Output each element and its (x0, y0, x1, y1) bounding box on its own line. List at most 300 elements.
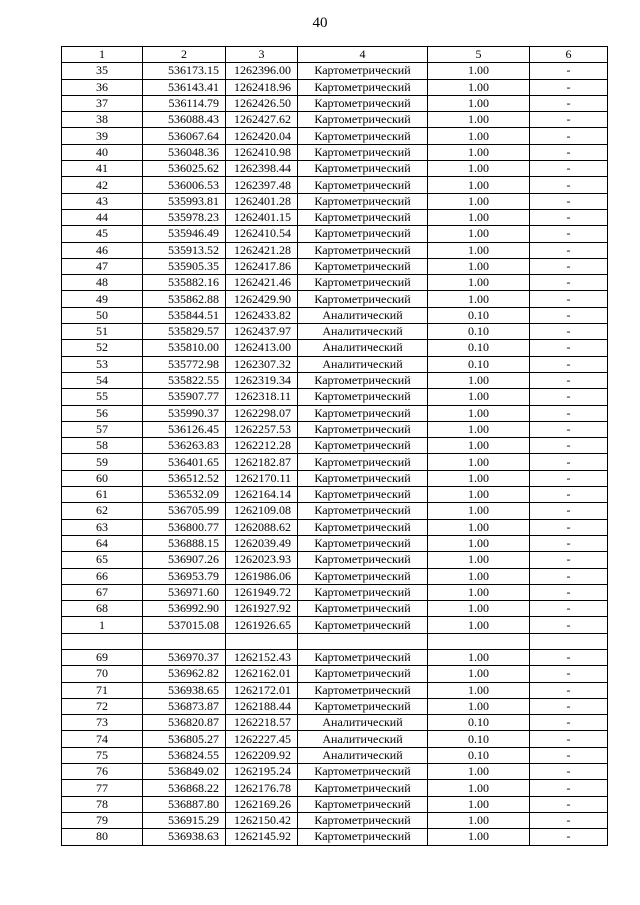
point-number-cell: 66 (62, 568, 143, 584)
note-cell: - (530, 454, 608, 470)
x-coordinate-cell: 536873.87 (143, 698, 226, 714)
x-coordinate-cell: 535946.49 (143, 226, 226, 242)
y-coordinate-cell: 1262182.87 (226, 454, 298, 470)
note-cell: - (530, 780, 608, 796)
accuracy-cell: 1.00 (428, 535, 530, 551)
point-number-cell: 37 (62, 95, 143, 111)
accuracy-cell: 0.10 (428, 747, 530, 763)
x-coordinate-cell: 535810.00 (143, 340, 226, 356)
x-coordinate-cell: 535829.57 (143, 324, 226, 340)
y-coordinate-cell: 1261986.06 (226, 568, 298, 584)
accuracy-cell: 1.00 (428, 519, 530, 535)
accuracy-cell: 1.00 (428, 568, 530, 584)
accuracy-cell: 1.00 (428, 128, 530, 144)
y-coordinate-cell: 1262420.04 (226, 128, 298, 144)
accuracy-cell: 1.00 (428, 796, 530, 812)
method-cell: Картометрический (298, 193, 428, 209)
table-row (62, 747, 608, 763)
note-cell: - (530, 796, 608, 812)
y-coordinate-cell: 1262426.50 (226, 95, 298, 111)
table-row (62, 112, 608, 128)
y-coordinate-cell: 1262023.93 (226, 552, 298, 568)
method-cell: Картометрический (298, 649, 428, 665)
method-cell: Картометрический (298, 389, 428, 405)
method-cell: Аналитический (298, 340, 428, 356)
table-row (62, 95, 608, 111)
column-header: 3 (226, 47, 298, 63)
method-cell: Аналитический (298, 747, 428, 763)
note-cell: - (530, 226, 608, 242)
note-cell: - (530, 177, 608, 193)
column-header: 6 (530, 47, 608, 63)
note-cell: - (530, 617, 608, 633)
y-coordinate-cell: 1262410.98 (226, 144, 298, 160)
accuracy-cell: 1.00 (428, 764, 530, 780)
x-coordinate-cell: 536971.60 (143, 584, 226, 600)
accuracy-cell: 1.00 (428, 682, 530, 698)
y-coordinate-cell: 1261926.65 (226, 617, 298, 633)
table-row (62, 715, 608, 731)
method-cell: Картометрический (298, 438, 428, 454)
accuracy-cell: 0.10 (428, 340, 530, 356)
table-row (62, 698, 608, 714)
accuracy-cell: 1.00 (428, 698, 530, 714)
table-row (62, 63, 608, 79)
table-row (62, 731, 608, 747)
x-coordinate-cell: 536143.41 (143, 79, 226, 95)
point-number-cell: 55 (62, 389, 143, 405)
accuracy-cell: 1.00 (428, 275, 530, 291)
note-cell: - (530, 552, 608, 568)
note-cell: - (530, 324, 608, 340)
table-row (62, 209, 608, 225)
point-number-cell: 56 (62, 405, 143, 421)
x-coordinate-cell: 536849.02 (143, 764, 226, 780)
table-row (62, 79, 608, 95)
table-row (62, 421, 608, 437)
y-coordinate-cell: 1262169.26 (226, 796, 298, 812)
x-coordinate-cell: 536824.55 (143, 747, 226, 763)
method-cell: Картометрический (298, 829, 428, 845)
note-cell: - (530, 812, 608, 828)
point-number-cell: 79 (62, 812, 143, 828)
point-number-cell: 1 (62, 617, 143, 633)
note-cell: - (530, 275, 608, 291)
x-coordinate-cell: 535990.37 (143, 405, 226, 421)
accuracy-cell: 1.00 (428, 405, 530, 421)
x-coordinate-cell: 536888.15 (143, 535, 226, 551)
table-row (62, 258, 608, 274)
table-row (62, 601, 608, 617)
accuracy-cell: 1.00 (428, 95, 530, 111)
table-row (62, 535, 608, 551)
y-coordinate-cell: 1262195.24 (226, 764, 298, 780)
y-coordinate-cell: 1262396.00 (226, 63, 298, 79)
y-coordinate-cell: 1262109.08 (226, 503, 298, 519)
x-coordinate-cell: 536088.43 (143, 112, 226, 128)
point-number-cell: 77 (62, 780, 143, 796)
method-cell: Картометрический (298, 226, 428, 242)
table-row (62, 584, 608, 600)
column-header: 1 (62, 47, 143, 63)
method-cell: Картометрический (298, 405, 428, 421)
note-cell: - (530, 747, 608, 763)
method-cell: Картометрический (298, 487, 428, 503)
table-row (62, 503, 608, 519)
accuracy-cell: 0.10 (428, 356, 530, 372)
note-cell: - (530, 829, 608, 845)
x-coordinate-cell: 536006.53 (143, 177, 226, 193)
note-cell: - (530, 601, 608, 617)
method-cell: Картометрический (298, 258, 428, 274)
table-row (62, 161, 608, 177)
x-coordinate-cell: 536048.36 (143, 144, 226, 160)
point-number-cell: 60 (62, 470, 143, 486)
x-coordinate-cell: 536067.64 (143, 128, 226, 144)
table-row (62, 796, 608, 812)
y-coordinate-cell: 1262145.92 (226, 829, 298, 845)
table-row (62, 389, 608, 405)
y-coordinate-cell: 1262417.86 (226, 258, 298, 274)
x-coordinate-cell: 535772.98 (143, 356, 226, 372)
x-coordinate-cell: 536401.65 (143, 454, 226, 470)
method-cell: Картометрический (298, 112, 428, 128)
point-number-cell: 58 (62, 438, 143, 454)
method-cell: Аналитический (298, 307, 428, 323)
method-cell: Аналитический (298, 324, 428, 340)
x-coordinate-cell: 535862.88 (143, 291, 226, 307)
accuracy-cell: 1.00 (428, 63, 530, 79)
point-number-cell: 63 (62, 519, 143, 535)
note-cell: - (530, 698, 608, 714)
page-number: 40 (312, 15, 328, 31)
accuracy-cell: 1.00 (428, 829, 530, 845)
method-cell: Картометрический (298, 79, 428, 95)
method-cell: Картометрический (298, 764, 428, 780)
note-cell: - (530, 764, 608, 780)
table-row (62, 226, 608, 242)
note-cell (530, 633, 608, 649)
x-coordinate-cell: 535913.52 (143, 242, 226, 258)
y-coordinate-cell: 1262209.92 (226, 747, 298, 763)
x-coordinate-cell: 535882.16 (143, 275, 226, 291)
table-row (62, 764, 608, 780)
method-cell: Картометрический (298, 568, 428, 584)
note-cell: - (530, 372, 608, 388)
x-coordinate-cell: 536820.87 (143, 715, 226, 731)
x-coordinate-cell: 535822.55 (143, 372, 226, 388)
point-number-cell: 36 (62, 79, 143, 95)
method-cell: Картометрический (298, 617, 428, 633)
accuracy-cell: 1.00 (428, 780, 530, 796)
x-coordinate-cell: 536953.79 (143, 568, 226, 584)
point-number-cell: 53 (62, 356, 143, 372)
x-coordinate-cell: 536907.26 (143, 552, 226, 568)
x-coordinate-cell: 535905.35 (143, 258, 226, 274)
accuracy-cell: 1.00 (428, 79, 530, 95)
point-number-cell: 43 (62, 193, 143, 209)
note-cell: - (530, 535, 608, 551)
method-cell: Аналитический (298, 715, 428, 731)
note-cell: - (530, 568, 608, 584)
point-number-cell: 78 (62, 796, 143, 812)
accuracy-cell: 1.00 (428, 226, 530, 242)
point-number-cell: 41 (62, 161, 143, 177)
method-cell: Картометрический (298, 601, 428, 617)
x-coordinate-cell: 536962.82 (143, 666, 226, 682)
y-coordinate-cell: 1262170.11 (226, 470, 298, 486)
point-number-cell: 39 (62, 128, 143, 144)
table-row (62, 552, 608, 568)
method-cell: Картометрический (298, 275, 428, 291)
note-cell: - (530, 487, 608, 503)
accuracy-cell: 0.10 (428, 715, 530, 731)
table-row (62, 307, 608, 323)
table-row (62, 519, 608, 535)
method-cell: Картометрический (298, 698, 428, 714)
point-number-cell: 64 (62, 535, 143, 551)
x-coordinate-cell: 536938.65 (143, 682, 226, 698)
point-number-cell: 50 (62, 307, 143, 323)
table-row (62, 340, 608, 356)
y-coordinate-cell: 1262298.07 (226, 405, 298, 421)
accuracy-cell: 1.00 (428, 209, 530, 225)
y-coordinate-cell: 1261949.72 (226, 584, 298, 600)
note-cell: - (530, 128, 608, 144)
method-cell: Картометрический (298, 519, 428, 535)
note-cell: - (530, 340, 608, 356)
y-coordinate-cell: 1262318.11 (226, 389, 298, 405)
y-coordinate-cell: 1262401.28 (226, 193, 298, 209)
y-coordinate-cell: 1262088.62 (226, 519, 298, 535)
point-number-cell: 49 (62, 291, 143, 307)
x-coordinate-cell: 536025.62 (143, 161, 226, 177)
note-cell: - (530, 405, 608, 421)
x-coordinate-cell: 536114.79 (143, 95, 226, 111)
y-coordinate-cell: 1262398.44 (226, 161, 298, 177)
point-number-cell: 69 (62, 649, 143, 665)
point-number-cell: 47 (62, 258, 143, 274)
note-cell: - (530, 666, 608, 682)
point-number-cell: 35 (62, 63, 143, 79)
accuracy-cell: 1.00 (428, 454, 530, 470)
table-row (62, 633, 608, 649)
y-coordinate-cell: 1262401.15 (226, 209, 298, 225)
table-row (62, 372, 608, 388)
y-coordinate-cell: 1261927.92 (226, 601, 298, 617)
point-number-cell: 38 (62, 112, 143, 128)
y-coordinate-cell: 1262152.43 (226, 649, 298, 665)
point-number-cell: 52 (62, 340, 143, 356)
table-row (62, 682, 608, 698)
note-cell: - (530, 731, 608, 747)
point-number-cell: 71 (62, 682, 143, 698)
note-cell: - (530, 242, 608, 258)
table-row (62, 617, 608, 633)
method-cell: Картометрический (298, 421, 428, 437)
point-number-cell: 59 (62, 454, 143, 470)
accuracy-cell: 1.00 (428, 438, 530, 454)
method-cell: Картометрический (298, 470, 428, 486)
table-body (62, 63, 608, 845)
table-row (62, 144, 608, 160)
accuracy-cell: 1.00 (428, 601, 530, 617)
note-cell: - (530, 715, 608, 731)
method-cell: Картометрический (298, 666, 428, 682)
y-coordinate-cell: 1262433.82 (226, 307, 298, 323)
table-row (62, 568, 608, 584)
method-cell (298, 633, 428, 649)
table-header-row (62, 47, 608, 63)
y-coordinate-cell: 1262162.01 (226, 666, 298, 682)
table-row (62, 780, 608, 796)
note-cell: - (530, 356, 608, 372)
x-coordinate-cell: 536512.52 (143, 470, 226, 486)
method-cell: Картометрический (298, 552, 428, 568)
point-number-cell: 72 (62, 698, 143, 714)
accuracy-cell (428, 633, 530, 649)
table-row (62, 470, 608, 486)
point-number-cell: 74 (62, 731, 143, 747)
note-cell: - (530, 389, 608, 405)
y-coordinate-cell: 1262421.46 (226, 275, 298, 291)
method-cell: Картометрический (298, 177, 428, 193)
x-coordinate-cell: 535844.51 (143, 307, 226, 323)
note-cell: - (530, 503, 608, 519)
note-cell: - (530, 161, 608, 177)
y-coordinate-cell: 1262413.00 (226, 340, 298, 356)
method-cell: Картометрический (298, 209, 428, 225)
accuracy-cell: 1.00 (428, 470, 530, 486)
y-coordinate-cell: 1262410.54 (226, 226, 298, 242)
accuracy-cell: 1.00 (428, 372, 530, 388)
note-cell: - (530, 144, 608, 160)
method-cell: Картометрический (298, 291, 428, 307)
y-coordinate-cell: 1262421.28 (226, 242, 298, 258)
method-cell: Картометрический (298, 503, 428, 519)
y-coordinate-cell: 1262397.48 (226, 177, 298, 193)
method-cell: Картометрический (298, 796, 428, 812)
table-row (62, 291, 608, 307)
point-number-cell: 57 (62, 421, 143, 437)
method-cell: Картометрический (298, 242, 428, 258)
accuracy-cell: 1.00 (428, 258, 530, 274)
accuracy-cell: 1.00 (428, 193, 530, 209)
table-row (62, 649, 608, 665)
note-cell: - (530, 307, 608, 323)
y-coordinate-cell: 1262188.44 (226, 698, 298, 714)
point-number-cell: 42 (62, 177, 143, 193)
accuracy-cell: 1.00 (428, 584, 530, 600)
table-row (62, 666, 608, 682)
x-coordinate-cell: 536805.27 (143, 731, 226, 747)
point-number-cell: 70 (62, 666, 143, 682)
point-number-cell: 40 (62, 144, 143, 160)
y-coordinate-cell: 1262039.49 (226, 535, 298, 551)
method-cell: Картометрический (298, 535, 428, 551)
accuracy-cell: 1.00 (428, 666, 530, 682)
x-coordinate-cell: 536705.99 (143, 503, 226, 519)
table-row (62, 829, 608, 845)
method-cell: Картометрический (298, 128, 428, 144)
accuracy-cell: 1.00 (428, 242, 530, 258)
y-coordinate-cell: 1262319.34 (226, 372, 298, 388)
table-row (62, 356, 608, 372)
point-number-cell: 65 (62, 552, 143, 568)
accuracy-cell: 0.10 (428, 307, 530, 323)
note-cell: - (530, 291, 608, 307)
method-cell: Аналитический (298, 356, 428, 372)
accuracy-cell: 1.00 (428, 649, 530, 665)
accuracy-cell: 1.00 (428, 112, 530, 128)
y-coordinate-cell: 1262212.28 (226, 438, 298, 454)
accuracy-cell: 1.00 (428, 291, 530, 307)
y-coordinate-cell: 1262172.01 (226, 682, 298, 698)
point-number-cell (62, 633, 143, 649)
note-cell: - (530, 63, 608, 79)
table-row (62, 242, 608, 258)
x-coordinate-cell: 535978.23 (143, 209, 226, 225)
point-number-cell: 75 (62, 747, 143, 763)
note-cell: - (530, 421, 608, 437)
point-number-cell: 46 (62, 242, 143, 258)
point-number-cell: 62 (62, 503, 143, 519)
point-number-cell: 54 (62, 372, 143, 388)
x-coordinate-cell (143, 633, 226, 649)
method-cell: Картометрический (298, 780, 428, 796)
point-number-cell: 48 (62, 275, 143, 291)
y-coordinate-cell: 1262427.62 (226, 112, 298, 128)
point-number-cell: 73 (62, 715, 143, 731)
x-coordinate-cell: 536887.80 (143, 796, 226, 812)
x-coordinate-cell: 536970.37 (143, 649, 226, 665)
method-cell: Картометрический (298, 584, 428, 600)
table-row (62, 324, 608, 340)
point-number-cell: 61 (62, 487, 143, 503)
accuracy-cell: 1.00 (428, 144, 530, 160)
table-row (62, 405, 608, 421)
method-cell: Картометрический (298, 682, 428, 698)
note-cell: - (530, 682, 608, 698)
accuracy-cell: 1.00 (428, 503, 530, 519)
y-coordinate-cell: 1262307.32 (226, 356, 298, 372)
method-cell: Аналитический (298, 731, 428, 747)
note-cell: - (530, 209, 608, 225)
accuracy-cell: 1.00 (428, 161, 530, 177)
table-row (62, 438, 608, 454)
x-coordinate-cell: 536868.22 (143, 780, 226, 796)
y-coordinate-cell: 1262429.90 (226, 291, 298, 307)
method-cell: Картометрический (298, 95, 428, 111)
column-header: 4 (298, 47, 428, 63)
point-number-cell: 76 (62, 764, 143, 780)
coordinates-table (61, 46, 608, 846)
x-coordinate-cell: 536992.90 (143, 601, 226, 617)
note-cell: - (530, 95, 608, 111)
note-cell: - (530, 79, 608, 95)
point-number-cell: 51 (62, 324, 143, 340)
y-coordinate-cell: 1262257.53 (226, 421, 298, 437)
note-cell: - (530, 193, 608, 209)
accuracy-cell: 0.10 (428, 731, 530, 747)
table-row (62, 193, 608, 209)
method-cell: Картометрический (298, 812, 428, 828)
column-header: 2 (143, 47, 226, 63)
accuracy-cell: 1.00 (428, 812, 530, 828)
y-coordinate-cell: 1262150.42 (226, 812, 298, 828)
x-coordinate-cell: 537015.08 (143, 617, 226, 633)
note-cell: - (530, 112, 608, 128)
